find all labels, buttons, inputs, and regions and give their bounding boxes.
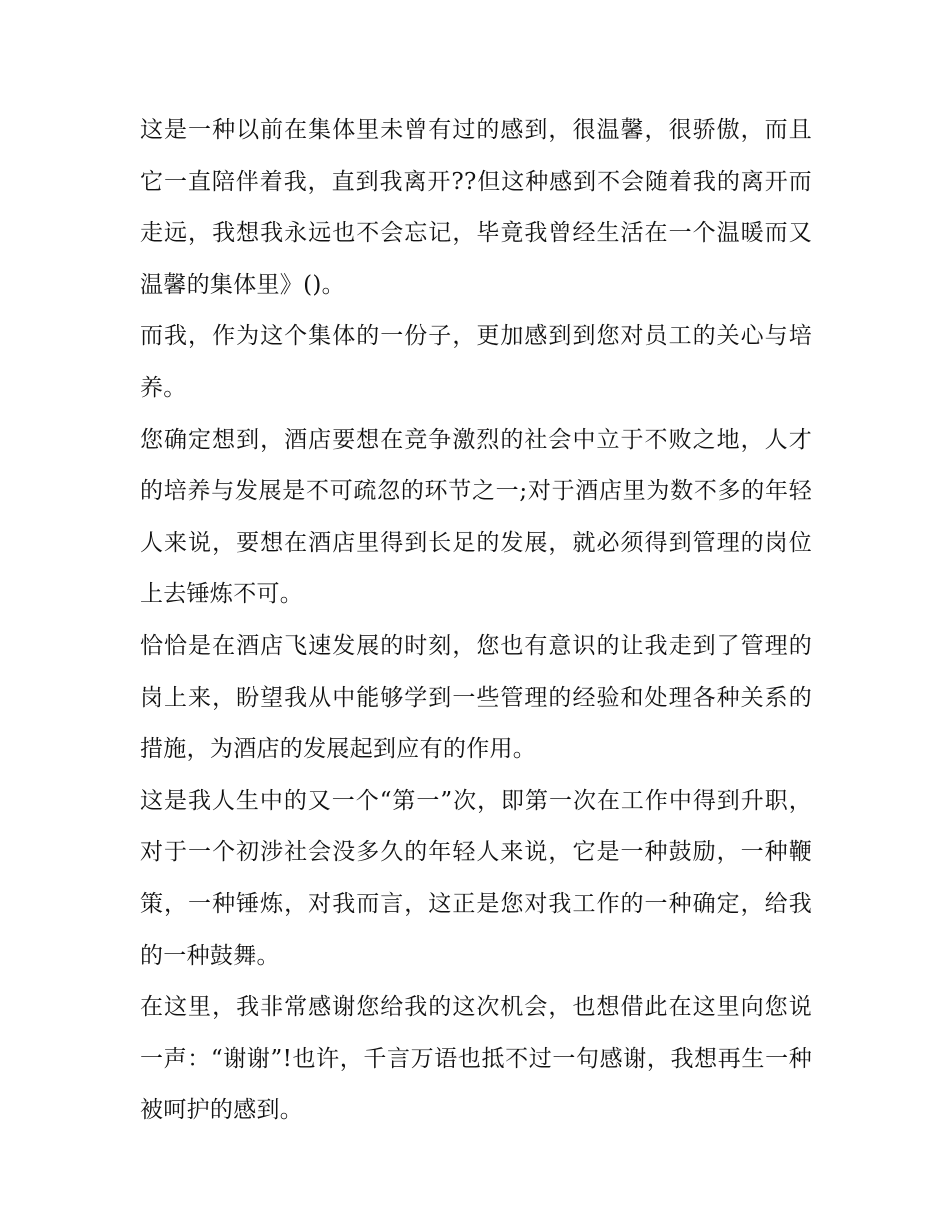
paragraph-2: 而我，作为这个集体的一份子，更加感到到您对员工的关心与培养。 [140,323,812,401]
paragraph-6: 在这里，我非常感谢您给我的这次机会，也想借此在这里向您说一声：“谢谢”!也许，千言万语也抵不过一句感谢，我想再生一种被呵护的感到。 [140,994,812,1124]
paragraph-3: 您确定想到，酒店要想在竞争激烈的社会中立于不败之地，人才的培养与发展是不可疏忽的环节之一;对于酒店里为数不多的年轻人来说，要想在酒店里得到长足的发展，就必须得到管理的岗位上去锤炼不可。 [140,426,812,608]
paragraph-1: 这是一种以前在集体里未曾有过的感到，很温馨，很骄傲，而且它一直陪伴着我，直到我离开??但这种感到不会随着我的离开而走远，我想我永远也不会忘记，毕竟我曾经生活在一个温暖而又温馨的集体里》()。 [140,117,812,298]
document-body [140,105,812,1137]
paragraph-5: 这是我人生中的又一个“第一”次，即第一次在工作中得到升职，对于一个初涉社会没多久的年轻人来说，它是一种鼓励，一种鞭策，一种锤炼，对我而言，这正是您对我工作的一种确定，给我的一种鼓舞。 [140,787,812,969]
paragraph-4: 恰恰是在酒店飞速发展的时刻，您也有意识的让我走到了管理的岗上来，盼望我从中能够学到一些管理的经验和处理各种关系的措施，为酒店的发展起到应有的作用。 [140,632,812,763]
